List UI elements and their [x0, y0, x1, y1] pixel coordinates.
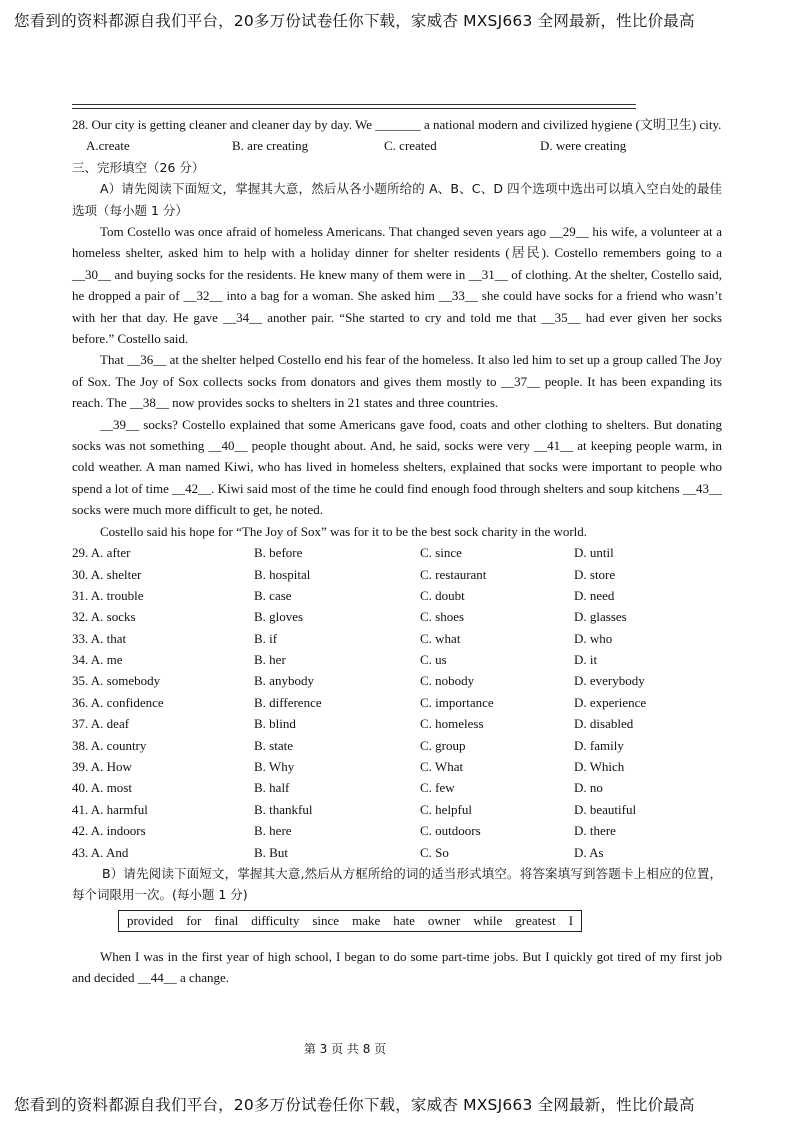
part-b-paragraph: When I was in the first year of high school, I began to do some part-time jobs. But I quickly got tired of my first job and decided __44__ a change.: [72, 948, 722, 986]
option-a: 39. A. How: [72, 759, 132, 775]
option-d: D. it: [574, 652, 598, 668]
bottom-banner: 您看到的资料都源自我们平台，20多万份试卷任你下载，家威杏 MXSJ663 全网最新，性比价最高: [14, 1096, 695, 1114]
q28-option-b: B. are creating: [232, 138, 309, 154]
option-b: B. anybody: [254, 673, 314, 689]
option-a: 42. A. indoors: [72, 823, 146, 839]
word-box-item: since: [312, 912, 340, 928]
section-title: 三、完形填空（26 分）: [72, 159, 205, 175]
option-c: C. group: [420, 737, 466, 753]
option-c: C. shoes: [420, 609, 465, 625]
word-box-item: for: [186, 912, 202, 928]
option-d: D. disabled: [574, 716, 634, 732]
question-row: [72, 777, 722, 798]
option-a: 35. A. somebody: [72, 673, 161, 689]
question-list: [72, 542, 722, 863]
option-b: B. half: [254, 780, 290, 796]
question-row: [72, 692, 722, 713]
word-box-item: owner: [427, 912, 461, 928]
question-row: [72, 606, 722, 627]
word-box-item: I: [568, 912, 574, 928]
passage-paragraph: Tom Costello was once afraid of homeless Americans. That changed seven years ago __29__ his wife, a volunteer at a homeless shelter, asked him to help with a holiday dinner for shelter residents (居民). Costello remembers going to a __30__ and buying socks for the residents. He knew many of them were in __31__ of clothing. At the shelter, Costello said, he dropped a pair of __32__ into a bag for a woman. She asked him __33__ she could have socks for a friend who wasn’t with her that day. He gave __34__ another pair. “She started to cry and told me that __35__ had ever given her socks before.” Costello said.: [72, 224, 722, 347]
option-a: 38. A. country: [72, 737, 147, 753]
option-b: B. thankful: [254, 801, 313, 817]
option-d: D. who: [574, 630, 613, 646]
option-c: C. what: [420, 630, 461, 646]
part-b-instruction: B）请先阅读下面短文，掌握其大意,然后从方框所给的词的适当形式填空。将答案填写到答题卡上相应的位置，每个词限用一次。(每小题 1 分): [72, 865, 722, 903]
question-row: [72, 628, 722, 649]
option-b: B. blind: [254, 716, 296, 732]
question-row: [72, 756, 722, 777]
question-row: [72, 842, 722, 863]
option-a: 41. A. harmful: [72, 801, 148, 817]
option-d: D. beautiful: [574, 801, 637, 817]
option-c: C. since: [420, 545, 462, 561]
option-b: B. if: [254, 630, 278, 646]
option-c: C. us: [420, 652, 447, 668]
option-c: C. outdoors: [420, 823, 481, 839]
option-c: C. restaurant: [420, 566, 487, 582]
option-b: B. here: [254, 823, 292, 839]
header-rule: [72, 104, 636, 105]
option-a: 40. A. most: [72, 780, 132, 796]
passage-paragraph: That __36__ at the shelter helped Costello end his fear of the homeless. It also led him to set up a group called The Joy of Sox. The Joy of Sox collects socks from donators and gives them mostly to __37__ people. It has been expanding its reach. The __38__ now provides socks to shelters in 21 states and three countries.: [72, 352, 722, 411]
page-number: 第 3 页 共 8 页: [303, 1042, 387, 1056]
q28-option-d: D. were creating: [540, 138, 627, 154]
option-a: 36. A. confidence: [72, 694, 164, 710]
option-a: 33. A. that: [72, 630, 127, 646]
passage-paragraph: Costello said his hope for “The Joy of Sox” was for it to be the best sock charity in the world.: [100, 523, 588, 539]
q28-options: [72, 135, 722, 156]
q28-stem: 28. Our city is getting cleaner and cleaner day by day. We _______ a national modern and civilized hygiene (文明卫生) city.: [72, 117, 722, 132]
option-d: D. Which: [574, 759, 625, 775]
word-box-item: final: [214, 912, 239, 928]
option-d: D. experience: [574, 694, 647, 710]
word-box: [118, 910, 582, 932]
option-d: D. As: [574, 844, 604, 860]
option-a: 43. A. And: [72, 844, 129, 860]
option-b: B. But: [254, 844, 288, 860]
question-row: [72, 670, 722, 691]
q28-option-a: A.create: [86, 138, 130, 154]
option-c: C. doubt: [420, 587, 465, 603]
option-d: D. store: [574, 566, 616, 582]
option-c: C. What: [420, 759, 464, 775]
question-row: [72, 799, 722, 820]
option-c: C. importance: [420, 694, 494, 710]
word-box-item: provided: [127, 912, 174, 928]
word-box-item: make: [352, 912, 381, 928]
option-a: 29. A. after: [72, 545, 131, 561]
option-b: B. gloves: [254, 609, 304, 625]
option-c: C. few: [420, 780, 455, 796]
option-c: C. helpful: [420, 801, 472, 817]
option-b: B. case: [254, 587, 292, 603]
option-b: B. state: [254, 737, 293, 753]
option-d: D. family: [574, 737, 624, 753]
question-row: [72, 713, 722, 734]
option-a: 37. A. deaf: [72, 716, 130, 732]
option-d: D. need: [574, 587, 615, 603]
word-box-item: while: [473, 912, 503, 928]
top-banner: 您看到的资料都源自我们平台，20多万份试卷任你下载，家威杏 MXSJ663 全网最新，性比价最高: [14, 12, 695, 30]
option-b: B. hospital: [254, 566, 311, 582]
option-d: D. glasses: [574, 609, 627, 625]
option-b: B. before: [254, 545, 303, 561]
option-a: 31. A. trouble: [72, 587, 144, 603]
header-rule-2: [72, 108, 636, 109]
question-row: [72, 585, 722, 606]
option-c: C. nobody: [420, 673, 475, 689]
option-d: D. until: [574, 545, 614, 561]
option-c: C. So: [420, 844, 449, 860]
question-row: [72, 542, 722, 563]
exam-content: [72, 114, 722, 989]
passage-paragraph: __39__ socks? Costello explained that some Americans gave food, coats and other clothing to shelters. But donating socks was not something __40__ people thought about. And, he said, socks were very __41__ at keeping people warm, in cold weather. A man named Kiwi, who has lived in homeless shelters, explained that socks were important to people who spend a lot of time __42__. Kiwi said most of the time he could find enough food through shelters and soup kitchens __43__ socks were much more difficult to get, he noted.: [72, 416, 722, 518]
option-b: B. her: [254, 652, 286, 668]
option-a: 30. A. shelter: [72, 566, 142, 582]
option-b: B. difference: [254, 694, 322, 710]
word-box-item: greatest: [515, 912, 556, 928]
option-d: D. no: [574, 780, 603, 796]
question-row: [72, 820, 722, 841]
question-row: [72, 735, 722, 756]
word-box-item: hate: [393, 912, 415, 928]
option-c: C. homeless: [420, 716, 484, 732]
question-row: [72, 564, 722, 585]
q28-option-c: C. created: [384, 138, 437, 154]
word-box-item: difficulty: [251, 912, 300, 928]
question-row: [72, 649, 722, 670]
option-a: 32. A. socks: [72, 609, 136, 625]
option-d: D. everybody: [574, 673, 645, 689]
option-d: D. there: [574, 823, 616, 839]
option-b: B. Why: [254, 759, 295, 775]
option-a: 34. A. me: [72, 652, 123, 668]
part-a-instruction: A）请先阅读下面短文，掌握其大意，然后从各小题所给的 A、B、C、D 四个选项中选出可以填入空白处的最佳选项（每小题 1 分）: [72, 181, 722, 218]
